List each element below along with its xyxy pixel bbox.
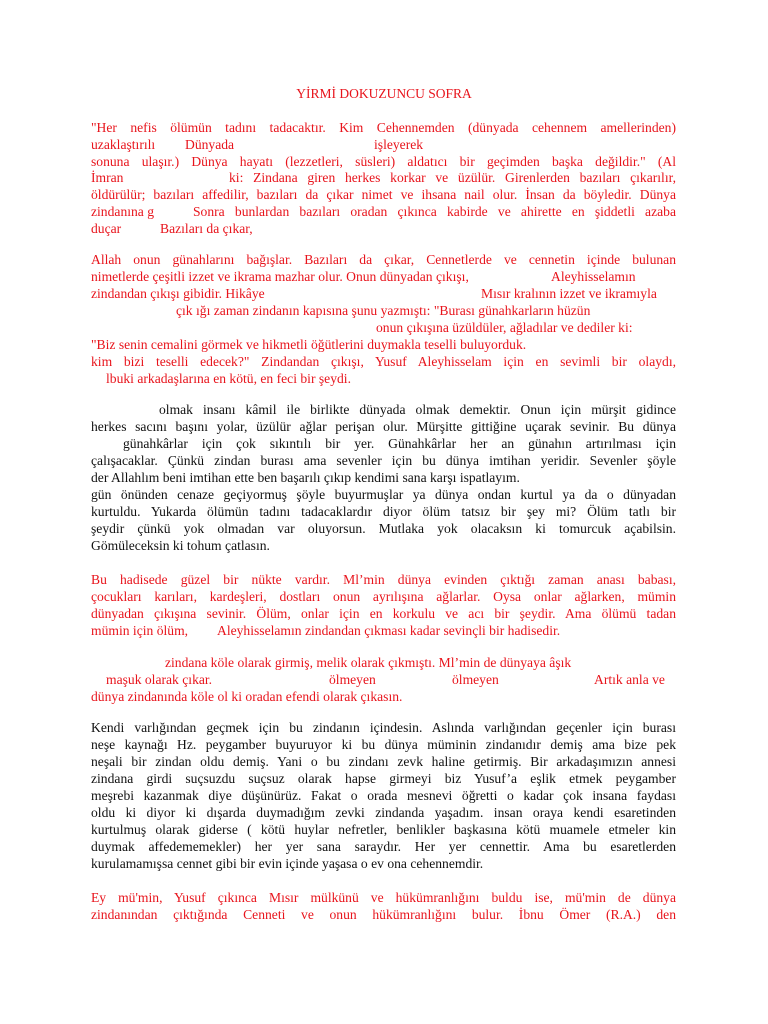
- text-line: Artık anla ve: [594, 672, 665, 687]
- text-line: der Allahlım beni imtihan ette ben başarılı çıkıp kendimi sana karşı ispatlayım.: [91, 470, 520, 485]
- text-line: onun çıkışına üzüldüler, ağladılar ve dediler ki:: [376, 320, 633, 335]
- text-line: ölmeyen: [329, 672, 376, 687]
- text-line: zindana girdi suçsuzdu suçsuz olarak hapse girmeyi biz Yusuf’a eşlik etmek peygamber: [91, 771, 676, 786]
- text-line: ölmeyen: [452, 672, 499, 687]
- text-line: herkes sacını başını yolar, üzülür ağlar perişan olur. Mürşitte gittiğine uçarak sevinir. Bu dünya: [91, 419, 676, 434]
- text-line: işleyerek: [374, 137, 424, 152]
- text-line: Gömüleceksin ki tohum çatlasın.: [91, 538, 270, 553]
- text-line: günahkârlar için çok sıkıntılı bir yer. Günahkârlar her an günahın artırılması için: [123, 436, 676, 451]
- text-line: meşrebi kazanmak diye düşünürüz. Fakat o orada mesnevi öğretti o kadar çok insana faydası: [91, 788, 676, 803]
- text-line: neşali bir zindan oldu demiş. Yani o bu zindanı zevk haline getirmiş. Bir arkadaşımızın annesi: [91, 754, 676, 769]
- text-line: Allah onun günahlarını bağışlar. Bazıları da çıkar, Cennetlerde ve cennetin içinde bulunan: [91, 252, 676, 267]
- text-line: "Her nefis ölümün tadını tadacaktır. Kim Cehennemden (dünyada cehennem amellerinden): [91, 120, 676, 135]
- text-line: zindanına g: [91, 204, 155, 219]
- text-line: öldürülür; bazıları affedilir, bazıları da çıkar nimet ve ihsana nail olur. İnsan da böyledir. Dünya: [91, 187, 676, 202]
- text-line: zindana köle olarak girmiş, melik olarak çıkmıştı. Ml’min de dünyaya âşık: [165, 655, 572, 670]
- text-line: zindanından çıktığında Cenneti ve onun hükümranlığını bulur. İbnu Ömer (R.A.) den: [91, 907, 676, 922]
- text-line: mümin için ölüm,: [91, 623, 189, 638]
- text-line: ki: Zindana giren herkes korkar ve üzülür. Girenlerden bazıları çıkarılır,: [229, 170, 676, 185]
- text-line: şeydir çünkü yok olmadan var oluyorsun. Mutlaka yok olacaksın ki tomurcuk açabilsin.: [91, 521, 676, 536]
- text-line: olmak insanı kâmil ile birlikte dünyada olmak demektir. Onun için mürşit gidince: [159, 402, 676, 417]
- text-line: kurtulmuş olarak giderse ( kötü huylar nefretler, benlikler başkasına kötü muamele etmeler kin: [91, 822, 676, 837]
- text-line: çalışacaklar. Çünkü zindan burası ama sevenler için bu dünya imtihan yeridir. Sevenler şöyle: [91, 453, 676, 468]
- text-line: duçar: [91, 221, 122, 236]
- text-line: zindandan çıkışı gibidir. Hikâye: [91, 286, 265, 301]
- text-line: uzaklaştırılı: [91, 137, 156, 152]
- text-line: nimetlerde çeşitli izzet ve ikrama mazhar olur. Onun dünyadan çıkışı,: [91, 269, 469, 284]
- text-line: kurulamamışsa cennet gibi bir evin içinde yaşasa o ev ona cehennemdir.: [91, 856, 484, 871]
- text-line: lbuki arkadaşlarına en kötü, en feci bir şeydi.: [106, 371, 351, 386]
- page-title: YİRMİ DOKUZUNCU SOFRA: [296, 86, 472, 101]
- text-line: maşuk olarak çıkar.: [106, 672, 213, 687]
- text-line: Bu hadisede güzel bir nükte vardır. Ml’min dünya evinden çıktığı zaman anası babası,: [91, 572, 676, 587]
- text-line: oldu ki diyor ki dışarda duymadığım zevki zindanda yaşadım. insan oraya kendi esaretinden: [91, 805, 676, 820]
- text-line: kurtuldu. Yukarda ölümün tadını tadacaklardır diyor ölüm tatsız bir şey mi? Ölüm tatlı bir: [91, 504, 676, 519]
- text-line: Ey mü'min, Yusuf çıkınca Mısır mülkünü ve hükümranlığını buldu ise, mü'min de dünya: [91, 890, 676, 905]
- text-line: Dünyada: [185, 137, 235, 152]
- text-line: çocukları karıları, kardeşleri, dostları onun ayrılışına ağlarlar. Oysa onlar ağlarken, mümin: [91, 589, 676, 604]
- text-line: Aleyhisselamın zindandan çıkması kadar sevinçli bir hadisedir.: [217, 623, 561, 638]
- text-line: Mısır kralının izzet ve ikramıyla: [481, 286, 657, 301]
- text-line: kim bizi teselli edecek?" Zindandan çıkışı, Yusuf Aleyhisselam için en sevimli bir olaydı,: [91, 354, 676, 369]
- text-line: Aleyhisselamın: [551, 269, 636, 284]
- text-line: sonuna ulaşır.) Dünya hayatı (lezzetleri, süsleri) aldatıcı bir geçimden başka değildir." (Al: [91, 154, 676, 169]
- text-line: gün önünden cenaze geçiyormuş şöyle buyurmuşlar ya dünya ondan kurtul ya da o dünyadan: [91, 487, 676, 502]
- text-line: İmran: [91, 170, 124, 185]
- text-line: neşe kaynağı Hz. peygamber buyuruyor ki bu dünya müminin zindanıdır demiş ama bize pek: [91, 737, 676, 752]
- text-line: dünyadan çıkışına sevinir. Ölüm, onlar için en korkulu ve acı bir şeydir. Ama ölümü tadan: [91, 606, 676, 621]
- text-line: dünya zindanında köle ol ki oradan efendi olarak çıkasın.: [91, 689, 403, 704]
- text-line: Sonra bunlardan bazıları oradan çıkınca kabirde ve ahirette en şiddetli azaba: [193, 204, 676, 219]
- text-line: duymak affedememekler) her yer sana saraydır. Her yer cennettir. Ama bu esaretlerden: [91, 839, 676, 854]
- text-line: çık ığı zaman zindanın kapısına şunu yazmıştı: "Burası günahkarların hüzün: [176, 303, 591, 318]
- text-line: Bazıları da çıkar,: [160, 221, 253, 236]
- text-line: "Biz senin cemalini görmek ve hikmetli öğütlerini duymakla teselli buluyorduk.: [91, 337, 527, 352]
- text-line: Kendi varlığından geçmek için bu zindanın içindesin. Aslında varlığından geçenler için burası: [91, 720, 676, 735]
